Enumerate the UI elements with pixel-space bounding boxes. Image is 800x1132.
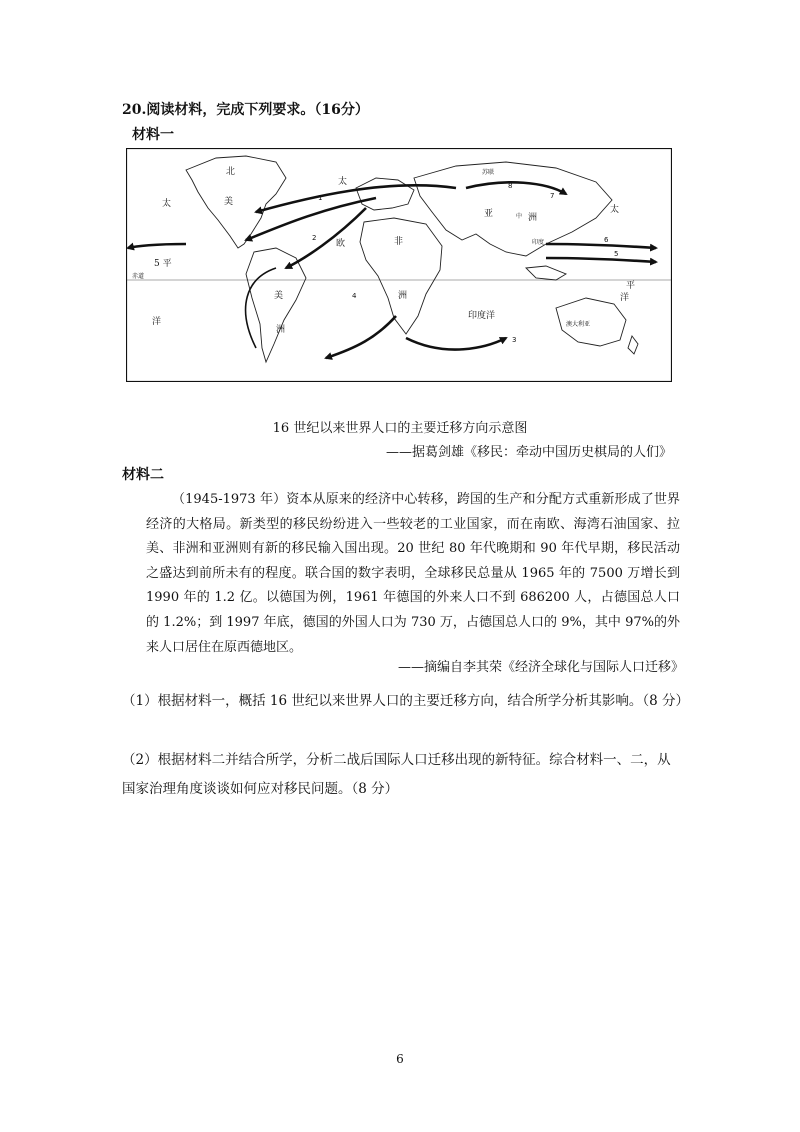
map-label-n8: 8 [508,182,513,190]
map-label-n6: 6 [604,236,609,244]
material1-source: ——据葛剑雄《移民：牵动中国历史棋局的人们》 [385,445,672,460]
map-label-india: 印度 [532,239,545,246]
map-label-tai-left: 太 [162,199,172,209]
map-label-n2: 2 [312,234,317,242]
material2-text [146,488,680,660]
map-label-n7: 7 [550,192,555,200]
map-label-yang-right: 洋 [620,293,630,303]
map-label-tai-right: 太 [610,205,620,215]
map-label-soviet: 苏联 [482,169,495,176]
map-label-asia: 亚 [484,209,494,219]
map-label-fei: 非 [394,237,404,247]
map-label-ping-right: 平 [626,281,636,291]
question-title: 20.阅读材料，完成下列要求。（16分） [122,102,369,118]
map-label-af-zhou: 洲 [398,291,408,301]
page-number: 6 [396,1052,404,1066]
map-label-zhou: 洲 [528,213,538,223]
map-label-n1: 1 [318,194,323,202]
map-label-sa-zhou: 洲 [276,325,286,335]
map-label-sa-mei: 美 [274,291,284,301]
map-label-australia: 澳大利亚 [566,321,591,328]
material1-heading: 材料一 [132,127,174,143]
map-label-equator: 赤道 [132,273,145,280]
map-label-ou: 欧 [336,239,346,249]
map-label-zhong: 中 [516,213,523,220]
question-1: （1）根据材料一，概括 16 世纪以来世界人口的主要迁移方向，结合所学分析其影响。（8 分） [122,693,689,709]
map-frame [127,149,672,382]
map-caption: 16 世纪以来世界人口的主要迁移方向示意图 [272,421,528,436]
map-label-north: 北 [226,167,236,177]
map-label-n5: 5 [614,250,619,258]
map-label-yang-left: 洋 [152,317,162,327]
map-label-ping-left: 5 平 [154,259,172,269]
question-2: （2）根据材料二并结合所学，分析二战后国际人口迁移出现的新特征。综合材料一、二，从国家治理角度谈谈如何应对移民问题。（8 分） [122,752,671,797]
map-label-n3: 3 [512,336,517,344]
material2-heading: 材料二 [122,467,164,483]
map-label-na-mei: 美 [224,197,234,207]
material2-paragraph: （1945-1973 年）资本从原来的经济中心转移，跨国的生产和分配方式重新形成了世界经济的大格局。新类型的移民纷纷进入一些较老的工业国家，而在南欧、海湾石油国家、拉美、非洲和亚洲则有新的移民输入国出现。20 世纪 80 年代晚期和 90 年代早期，移民活动之盛达到前所未有的程度。联合国的数字表明，全球移民总量从 1965 年的 7500 万增长到 1990 年的 1.2 亿。以德国为例，1961 年德国的外来人口不到 686200 人，占德国总人口的 1.2%；到 1997 年底，德国的外国人口为 730 万，占德国总人口的 9%，其中 97%的外来人口居住在原西德地区。 [146,492,680,655]
migration-map [126,148,672,382]
map-label-india-ocean: 印度洋 [468,311,496,321]
map-label-tai: 太 [338,177,348,187]
map-label-n4: 4 [352,292,357,300]
material2-source: ——摘编自李其荣《经济全球化与国际人口迁移》 [397,660,684,675]
